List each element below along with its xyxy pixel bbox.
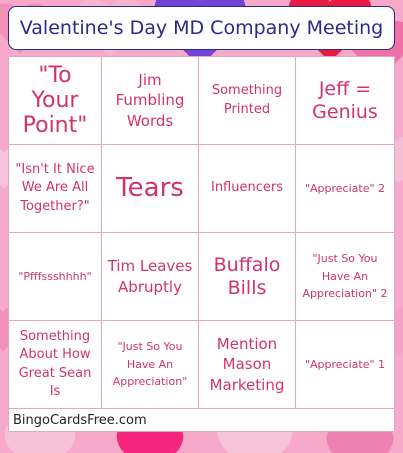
bingo-cell[interactable]: "To Your Point" — [9, 57, 102, 145]
bingo-cell[interactable]: "Just So You Have An Appreciation" — [102, 321, 199, 409]
bingo-grid — [9, 57, 394, 409]
bingo-cell[interactable]: Buffalo Bills — [199, 233, 296, 321]
bingo-cell[interactable]: "Pfffssshhhh" — [9, 233, 102, 321]
card-title: Valentine's Day MD Company Meeting — [19, 17, 384, 39]
bingo-cell[interactable]: "Isn't It Nice We Are All Together?" — [9, 145, 102, 233]
bingo-cell[interactable]: Mention Mason Marketing — [199, 321, 296, 409]
bingo-cell[interactable]: Influencers — [199, 145, 296, 233]
site-credit: BingoCardsFree.com — [13, 413, 147, 428]
bingo-card — [8, 56, 395, 432]
bingo-cell[interactable]: Tears — [102, 145, 199, 233]
bingo-cell[interactable]: Tim Leaves Abruptly — [102, 233, 199, 321]
bingo-cell[interactable]: Something About How Great Sean Is — [9, 321, 102, 409]
bingo-cell[interactable]: "Appreciate" 2 — [296, 145, 394, 233]
bingo-cell[interactable]: Jeff = Genius — [296, 57, 394, 145]
bingo-cell[interactable]: Jim Fumbling Words — [102, 57, 199, 145]
title-box — [8, 6, 395, 50]
bingo-cell[interactable]: "Appreciate" 1 — [296, 321, 394, 409]
bingo-cell[interactable]: Something Printed — [199, 57, 296, 145]
bingo-cell[interactable]: "Just So You Have An Appreciation" 2 — [296, 233, 394, 321]
